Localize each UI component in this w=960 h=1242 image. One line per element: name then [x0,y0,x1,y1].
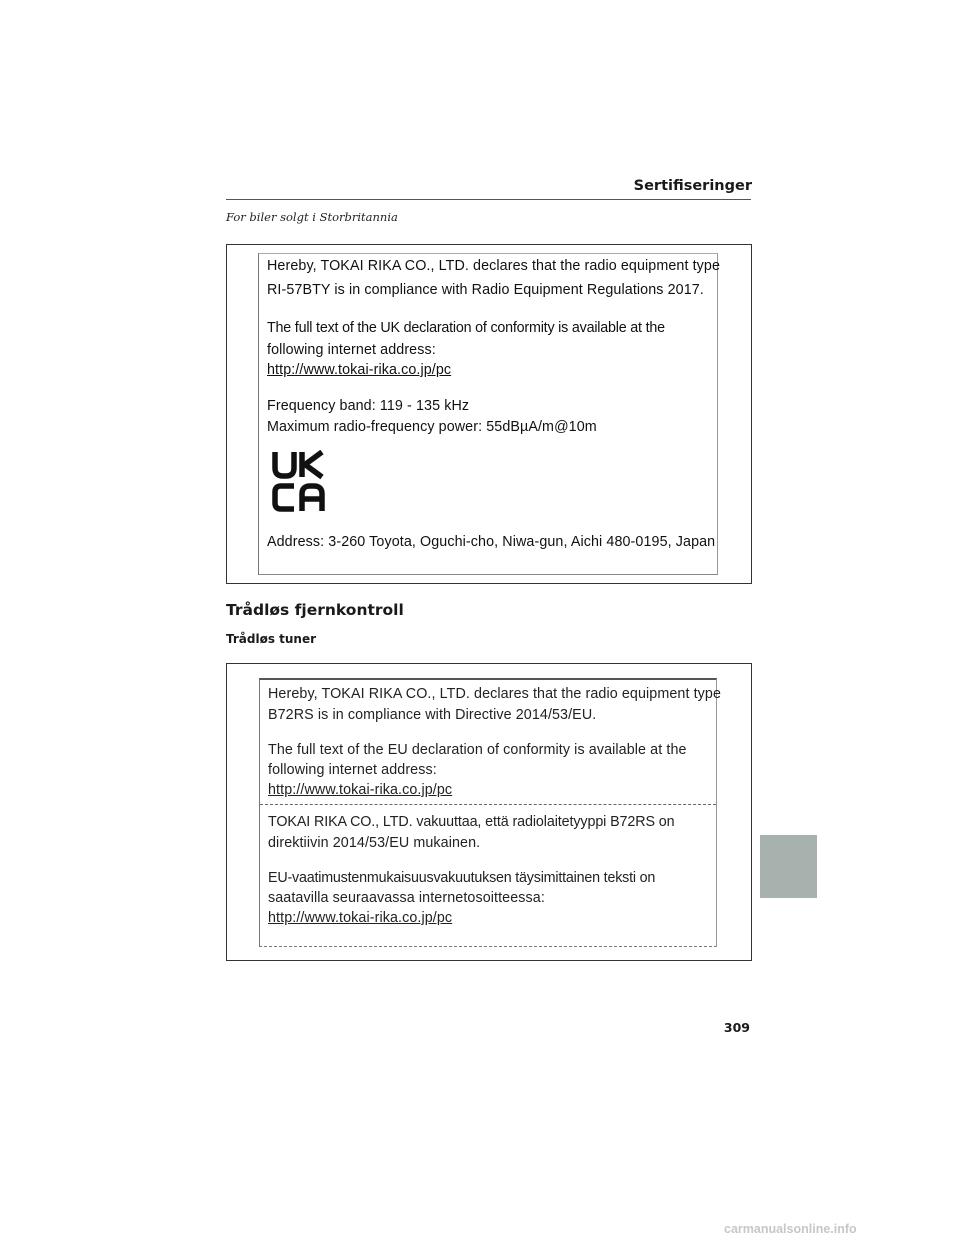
declaration-url[interactable]: http://www.tokai-rika.co.jp/pc [268,782,453,798]
manufacturer-address: Address: 3-260 Toyota, Oguchi-cho, Niwa-gun, Aichi 480-0195, Japan [267,534,716,550]
declaration-line: following internet address: [268,762,437,778]
declaration-line: following internet address: [267,342,436,358]
header-divider [226,199,751,200]
declaration-line: EU-vaatimustenmukaisuusvakuutuksen täysimittainen teksti on [268,870,656,886]
eu-declaration-figure [226,663,752,961]
language-divider [260,804,716,805]
declaration-line: B72RS is in compliance with Directive 2014/53/EU. [268,707,597,723]
declaration-line: TOKAI RIKA CO., LTD. vakuuttaa, että radiolaitetyyppi B72RS on [268,814,675,830]
section-title: Sertifiseringer [633,178,752,194]
declaration-line: RI-57BTY is in compliance with Radio Equipment Regulations 2017. [267,282,704,298]
section-subheading: Trådløs tuner [226,632,317,646]
section-heading: Trådløs fjernkontroll [226,601,404,619]
declaration-line: saatavilla seuraavassa internetosoitteessa: [268,890,545,906]
uk-declaration-scan [258,253,721,575]
uk-declaration-figure [226,244,752,584]
declaration-line: The full text of the UK declaration of conformity is available at the [267,320,665,336]
declaration-line: direktiivin 2014/53/EU mukainen. [268,835,481,851]
declaration-url[interactable]: http://www.tokai-rika.co.jp/pc [267,362,452,378]
market-subheading: For biler solgt i Storbritannia [226,210,398,224]
chapter-tab [760,835,817,898]
ukca-mark-icon [271,450,325,512]
declaration-line: Hereby, TOKAI RIKA CO., LTD. declares that the radio equipment type [267,258,721,274]
eu-declaration-scan [259,678,722,947]
page-number: 309 [723,1020,750,1035]
max-power: Maximum radio-frequency power: 55dBµA/m@10m [267,419,597,435]
declaration-url[interactable]: http://www.tokai-rika.co.jp/pc [268,910,453,926]
declaration-line: The full text of the EU declaration of conformity is available at the [268,742,687,758]
frequency-band: Frequency band: 119 - 135 kHz [267,398,470,414]
watermark: carmanualsonline.info [724,1222,857,1236]
declaration-line: Hereby, TOKAI RIKA CO., LTD. declares that the radio equipment type [268,686,722,702]
